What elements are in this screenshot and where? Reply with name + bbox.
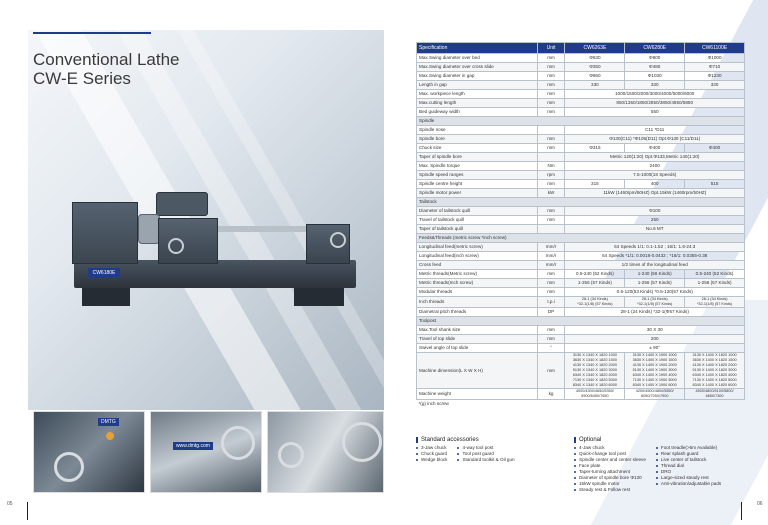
table-row [417,171,745,180]
list-item: Foot treadle(>5m Available) [656,445,721,451]
spec-value: 515 [685,180,745,189]
spec-value: 4500/4800/5100/5800/ 6650/7300 [685,389,745,400]
spec-label: Machine dimension(L X W X H) [417,353,538,389]
spec-value: Φ315 [565,144,625,153]
spec-unit [537,225,565,234]
standard-accessories-col-1 [416,445,447,463]
table-row [417,144,745,153]
dial-icon [54,452,84,482]
list-item: Diameter of spindle bore Φ130 [574,475,646,481]
spec-unit: t.p.i [537,297,565,308]
spec-label: Max. workpiece length [417,90,538,99]
list-item: Anti-vibration/adjustable pads [656,481,721,487]
table-row [417,234,745,243]
table-row [417,353,745,389]
table-row [417,198,745,207]
spec-unit: mm [537,54,565,63]
thumbnail-tag-2: www.dmtg.com [173,442,213,450]
list-item: Standard toolkit & Oil gun [457,457,514,463]
spec-label: Diameter of tailstock quill [417,207,538,216]
spec-value: 0.5-240 (52 Kinds) [565,270,625,279]
spec-unit: mm/r [537,261,565,270]
spec-value: 315 [565,180,625,189]
table-body [417,54,745,409]
thumbnail-tag-1: DMTG [98,418,119,426]
spec-label: Spindle nose [417,126,538,135]
spec-unit: mm [537,216,565,225]
spec-label: Travel of top slide [417,335,538,344]
table-row [417,207,745,216]
table-row [417,335,745,344]
table-footnote: *(g) inch screw [418,401,449,406]
section-label: Spindle [417,117,745,126]
lathe-leg-right [294,288,344,306]
spec-label: Max.Swing diameter in gap [417,72,538,81]
spec-unit: mm [537,144,565,153]
list-item: 15kW spindle motor [574,481,646,487]
optional-title: Optional [579,437,602,443]
spec-label: Cross feed [417,261,538,270]
table-row [417,126,745,135]
spec-unit: mm/r [537,252,565,261]
spec-value: Φ800 [625,54,685,63]
optional-col-1 [574,445,646,493]
spec-value: 1000/1500/2000/3000/4000/5000/6000 [565,90,745,99]
spec-unit: mm [537,81,565,90]
spec-value: Metric 120(1:20) Opt.Φ133,Metric 140(1:20) [565,153,745,162]
table-row [417,317,745,326]
section-label: Feeds&Threads (metric screw *inch screw) [417,234,745,243]
list-item: Steady rest & Follow rest [574,487,646,493]
optional-col-2 [656,445,721,493]
table-row [417,180,745,189]
spec-value: 64 Speeds 1/1: 0.1-1.52 ; 16/1: 1.6-24.3 [565,243,745,252]
spec-value: 1-240 (56 Kinds) [625,270,685,279]
spec-value: 0.5-120(53 Kinds) *0.5-120(57 Kinds) [565,288,745,297]
table-row [417,108,745,117]
title-accent-line [33,32,151,34]
table-row [417,243,745,252]
spec-label: Longitudinal feed(inch screw) [417,252,538,261]
spec-value: Φ1000 [685,54,745,63]
spec-value: 550 [565,108,745,117]
table-row [417,389,745,400]
table-row [417,135,745,144]
spec-unit: mm [537,335,565,344]
spec-unit: kW [537,189,565,198]
spec-value: 250 [565,216,745,225]
title-line-1: Conventional Lathe [33,50,180,69]
table-row [417,270,745,279]
spec-unit: rpm [537,171,565,180]
table-header-row [417,43,745,54]
spec-value: 330 [565,81,625,90]
lathe-guard [156,192,208,216]
spec-label: Max.cutting length [417,99,538,108]
table-row [417,81,745,90]
page-title [33,50,180,88]
optional-accessories [574,437,721,493]
table-row [417,153,745,162]
spec-value: Φ630 [565,54,625,63]
machine-plate: CW6180E [88,268,120,278]
spec-unit: mm [537,135,565,144]
list-item: Wedge block [416,457,447,463]
list-item: DRO [656,469,721,475]
spec-value: 28-1 (34 Kinds) *32-1(1/8) (57 Kinds) [625,297,685,308]
spec-label: Max.Tool shank size [417,326,538,335]
lathe-apron [158,218,218,264]
table-row [417,252,745,261]
table-row [417,162,745,171]
table-row [417,344,745,353]
lathe-leg-left [82,288,130,306]
spec-label: Spindle speed ranges [417,171,538,180]
header-model-3: CW61100E [685,43,745,54]
spec-value: Φ100 [565,207,745,216]
table-row [417,90,745,99]
spec-label: Bed guideway width [417,108,538,117]
spec-value: 4200/4500/4850/5550/ 6050/7050/7900 [625,389,685,400]
spec-value: Φ860 [565,72,625,81]
handwheel-icon [330,232,346,248]
spec-label: Length in gap [417,81,538,90]
spec-value: 0.5-240 (52 Kinds) [685,270,745,279]
spec-label: Taper of spindle bore [417,153,538,162]
table-row [417,308,745,317]
spec-label: Max. Spindle torque [417,162,538,171]
page-number-right: 06 [757,501,763,507]
table-row [417,54,745,63]
spec-value: 1-256 (57 Kinds) [685,279,745,288]
spec-label: Taper of tailstock quill [417,225,538,234]
spec-label: Spindle motor power [417,189,538,198]
spec-value: 1-256 (57 Kinds) [625,279,685,288]
spec-label: Metric threads(Inch screw) [417,279,538,288]
lathe-illustration [68,188,360,306]
table-row [417,326,745,335]
handwheel-icon [168,238,184,254]
list-item: Chuck guard [416,451,447,457]
spec-unit: mm [537,288,565,297]
handwheel-icon [342,422,382,462]
table-row [417,288,745,297]
spec-value: 400 [625,180,685,189]
spec-label: Spindle bore [417,135,538,144]
spec-value: 330 [685,81,745,90]
spec-value: 4000/4300/4650/5350/ 5900/6450/7650 [565,389,625,400]
spec-value: 200 [565,335,745,344]
spec-unit: mm [537,63,565,72]
spec-value: Φ710 [685,63,745,72]
spec-value: 1/2 times of the longitudinal feed [565,261,745,270]
spec-unit: mm [537,326,565,335]
list-item: Live center of tailstock [656,457,721,463]
spec-value: 1-256 (57 Kinds) [565,279,625,288]
spec-value: 28-1 (34 Kinds) *32-1(1/8) (57 Kinds) [565,297,625,308]
list-item: 3-Jaw chuck [416,445,447,451]
section-label: Tailstock [417,198,745,207]
lathe-chuck [138,214,160,244]
standard-accessories-title: Standard accessories [421,437,479,443]
table-row [417,279,745,288]
spec-unit: mm [537,90,565,99]
table-row [417,189,745,198]
list-item: Spindle center and center sleeve [574,457,646,463]
spec-value: Φ400 [685,144,745,153]
dial-icon [221,426,255,460]
page-marker-right [741,502,742,520]
spec-value: C11 *D11 [565,126,745,135]
spec-value: Φ400 [625,144,685,153]
spec-label: Spindle centre height [417,180,538,189]
spec-value: 850/1350/1850/2850/3850/4850/5850 [565,99,745,108]
table-row [417,72,745,81]
thumbnail-photo-1 [33,411,145,493]
spec-label: Modular threads [417,288,538,297]
table-row [417,117,745,126]
spec-unit: DP [537,308,565,317]
spec-unit: mm [537,207,565,216]
spec-label: Longitudinal feed(metric screw) [417,243,538,252]
spec-unit: kg [537,389,565,400]
spec-value: Φ1030 [625,72,685,81]
knob-icon [106,432,114,440]
spec-value: 28-1 (34 Kinds) *32-1(1/8) (57 Kinds) [685,297,745,308]
table-row [417,99,745,108]
header-unit: Unit [537,43,565,54]
spec-value: 30 X 30 [565,326,745,335]
spec-unit [537,153,565,162]
thumbnail-photo-2 [150,411,262,493]
table-row [417,216,745,225]
list-item: Face plate [574,463,646,469]
section-label: Toolpost [417,317,745,326]
spec-value: No.6 MT [565,225,745,234]
header-model-2: CW6280E [625,43,685,54]
spec-unit: mm [537,99,565,108]
spec-value: Φ1230 [685,72,745,81]
spec-label: Inch threads [417,297,538,308]
spec-label: Chuck size [417,144,538,153]
spec-unit: mm [537,180,565,189]
spec-value: 3130 X 1400 X 1900 1000 3630 X 1400 X 1900 1500 4130 X 1400 X 1900 2000 5130 X 1400 X 1900 3000 6340 X 1400 X 1900 4000 7130 X 1400 X 1900 5000 8340 X 1400 X 1900 6000 [625,353,685,389]
spec-value: 7.5-1000(18 Speeds) [565,171,745,180]
spec-label: Diametral pitch threads [417,308,538,317]
spec-value: Φ350 [565,63,625,72]
list-item: 4-way tool post [457,445,514,451]
table-row [417,225,745,234]
section-marker-icon [574,437,576,443]
spec-value: 11kW (1460rpm/50HZ) Opt.15kW (1460rpm/50HZ) [565,189,745,198]
spec-unit: mm [537,279,565,288]
spec-value: Φ480 [625,63,685,72]
spec-label: Max.Swing diameter over bed [417,54,538,63]
standard-accessories-col-2 [457,445,514,463]
spec-value: 28-1 (24 Kinds) *32-1(Φ57 Kinds) [565,308,745,317]
spec-value: 64 Speeds *1/1: 0.0018-0.0432 ; *16/1: 0.0355-0.38 [565,252,745,261]
section-marker-icon [416,437,418,443]
table-footnote-row [417,400,745,409]
list-item: 4-Jaw chuck [574,445,646,451]
list-item: Tool post guard [457,451,514,457]
header-model-1: CW6263E [565,43,625,54]
spec-value: 330 [625,81,685,90]
spec-unit [537,126,565,135]
list-item: Thread dial [656,463,721,469]
title-line-2: CW-E Series [33,69,131,88]
spec-label: Max.Swing diameter over cross slide [417,63,538,72]
spec-unit: mm [537,72,565,81]
spec-unit: mm [537,108,565,117]
page-number-left: 05 [7,501,13,507]
standard-accessories [416,437,515,463]
spec-unit: mm [537,270,565,279]
spec-value: 3130 X 1400 X 1820 1000 3630 X 1400 X 1820 1500 4130 X 1400 X 1820 2000 5130 X 1400 X 1820 3000 6340 X 1400 X 1820 4000 7130 X 1400 X 1820 5000 8340 X 1400 X 1820 6000 [685,353,745,389]
spec-value: Φ130(C11) *Φ105(D11) Opt.Φ130 (C11/D11) [565,135,745,144]
spec-value: ± 90° [565,344,745,353]
spec-value: 3130 X 1340 X 1820 1000 3630 X 1340 X 1820 1500 4130 X 1340 X 1820 2000 5130 X 1340 X 1820 3000 6340 X 1340 X 1820 4000 7130 X 1340 X 1820 5000 8340 X 1340 X 1820 6000 [565,353,625,389]
dial-icon [278,442,304,468]
list-item: Rear splash guard [656,451,721,457]
list-item: Quick-change tool post [574,451,646,457]
table-row [417,297,745,308]
spec-label: Machine weight [417,389,538,400]
spec-label: Travel of tailstock quill [417,216,538,225]
spec-label: Metric threads(Metric screw) [417,270,538,279]
list-item: Taper-turning attachment [574,469,646,475]
spec-unit: Nm [537,162,565,171]
spec-unit: ° [537,344,565,353]
spec-unit: mm [537,353,565,389]
list-item: Large-sized steady rest [656,475,721,481]
lathe-headstock [72,202,138,264]
spec-value: 2400 [565,162,745,171]
specification-table [416,42,745,408]
header-spec: Specification [417,43,538,54]
spec-label: Swivel angle of top slide [417,344,538,353]
table-row [417,261,745,270]
table-row [417,63,745,72]
page-marker-left [27,502,28,520]
spec-unit: mm/r [537,243,565,252]
thumbnail-photo-3 [267,411,384,493]
